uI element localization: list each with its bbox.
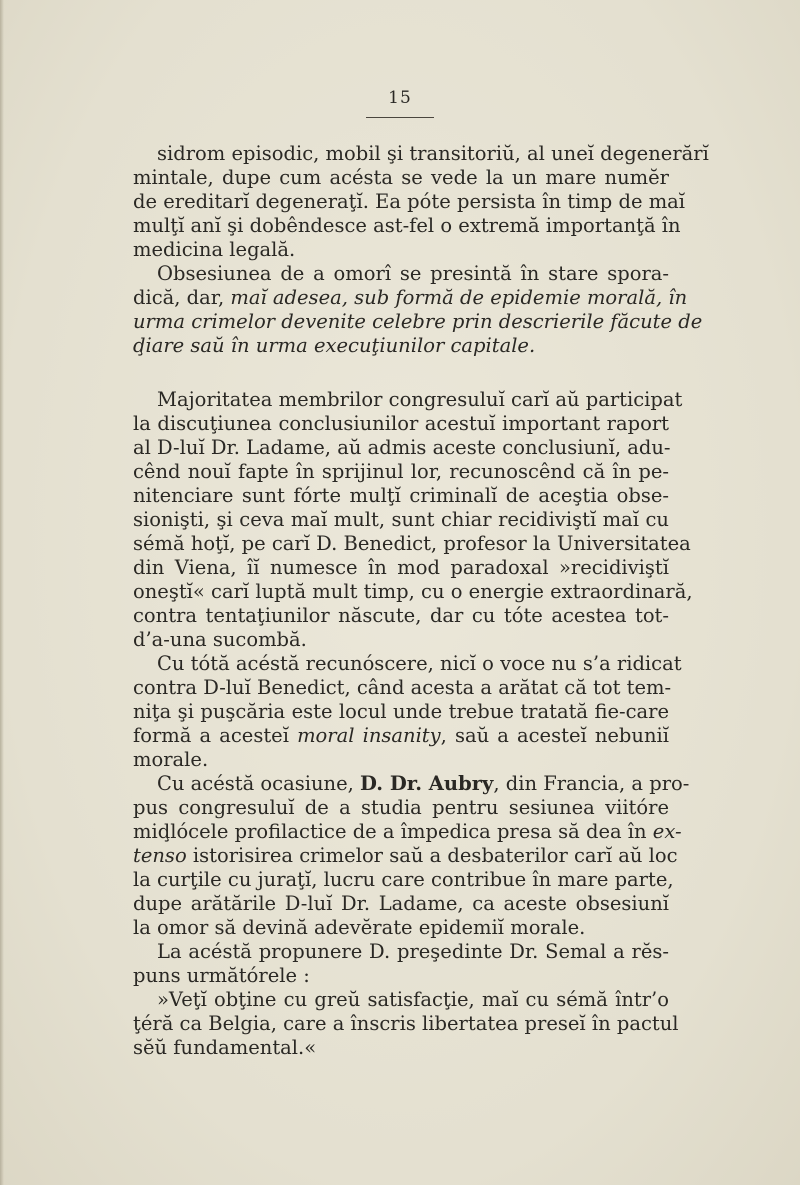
paragraph	[133, 988, 679, 1060]
text-line	[133, 190, 686, 214]
text-span: sémă hoţĭ, pe carĭ D. Benedict, profesor la Universitatea	[133, 532, 691, 555]
text-span: oneştĭ« carĭ luptă mult timp, cu o energie extraordinară,	[133, 580, 693, 603]
text-line	[133, 334, 669, 358]
header-rule	[366, 117, 434, 118]
text-span: dică, dar,	[133, 286, 231, 309]
text-line	[133, 436, 669, 460]
text-line	[133, 556, 669, 580]
paragraph	[133, 388, 693, 652]
italic-text: tenso	[133, 844, 187, 867]
text-span: puns următórele :	[133, 964, 310, 987]
text-span: mintale, dupe cum acésta se vede la un mare numĕr	[133, 166, 669, 189]
text-span: Majoritatea membrilor congresuluĭ carĭ aŭ participat	[157, 388, 683, 411]
text-line	[133, 748, 669, 772]
paragraph	[133, 772, 690, 940]
text-line	[133, 166, 669, 190]
text-line	[133, 628, 669, 652]
paragraph	[133, 262, 703, 358]
text-line	[133, 796, 669, 820]
text-line	[133, 892, 669, 916]
text-span: din Viena, îĭ numesce în mod paradoxal »recidiviştĭ	[133, 556, 669, 579]
text-line	[133, 988, 669, 1012]
text-line	[133, 940, 669, 964]
text-span: , saŭ a acesteĭ nebuniĭ	[440, 724, 669, 747]
text-span: dupe arătările D-luĭ Dr. Ladame, ca aceste obsesiunĭ	[133, 892, 669, 915]
text-span: nitenciare sunt fórte mulţĭ criminalĭ de aceştia obse-	[133, 484, 669, 507]
text-line	[133, 676, 672, 700]
text-span: mulţĭ anĭ şi dobêndesce ast-fel o extremă importanţă în	[133, 214, 681, 237]
italic-text: ḑiare saŭ în urma execuţiunilor capitale.	[133, 334, 536, 357]
bold-text: D. Dr. Aubry	[360, 772, 494, 795]
text-line	[133, 508, 669, 532]
text-line	[133, 142, 709, 166]
italic-text: ex-	[652, 820, 682, 843]
text-span: pus congresuluĭ de a studia pentru sesiunea viitóre	[133, 796, 669, 819]
text-line	[133, 772, 690, 796]
page-edge-shadow	[0, 0, 4, 1185]
text-span: La acéstă propunere D. preşedinte Dr. Semal a rĕs-	[157, 940, 669, 963]
text-span: sĕŭ fundamental.«	[133, 1036, 317, 1059]
text-line	[133, 484, 669, 508]
text-line	[133, 262, 669, 286]
text-line	[133, 1036, 669, 1060]
paragraph-gap	[133, 358, 669, 388]
text-span: Obsesiunea de a omorî se presintă în stare spora-	[157, 262, 669, 285]
text-span: miḑlócele profilactice de a împedica presa să dea în	[133, 820, 653, 843]
text-span: istorisirea crimelor saŭ a desbaterilor carĭ aŭ loc	[186, 844, 678, 867]
text-line	[133, 844, 678, 868]
text-span: la curţile cu juraţĭ, lucru care contribue în mare parte,	[133, 868, 674, 891]
text-line	[133, 964, 669, 988]
text-line	[133, 820, 682, 844]
text-line	[133, 238, 669, 262]
text-span: , din Francia, a pro-	[493, 772, 690, 795]
italic-text: urma crimelor devenite celebre prin descrierile făcute de	[133, 310, 703, 333]
italic-text: moral insanity	[297, 724, 441, 747]
paragraph	[133, 940, 669, 988]
text-line	[133, 460, 669, 484]
text-line	[133, 1012, 679, 1036]
text-line	[133, 604, 669, 628]
body-text	[133, 142, 709, 1060]
text-line	[133, 388, 683, 412]
italic-text: maĭ adesea, sub formă de epidemie morală, în	[230, 286, 688, 309]
text-line	[133, 532, 691, 556]
page-number: 15	[388, 88, 412, 108]
text-line	[133, 580, 693, 604]
text-span: Cu acéstă ocasiune,	[157, 772, 361, 795]
text-span: niţa şi puşcăria este locul unde trebue tratată fie-care	[133, 700, 669, 723]
paragraph	[133, 652, 682, 772]
text-span: de ereditarĭ degeneraţĭ. Ea póte persista în timp de maĭ	[133, 190, 686, 213]
text-span: al D-luĭ Dr. Ladame, aŭ admis aceste conclusiunĭ, adu-	[133, 436, 671, 459]
text-span: contra tentaţiunilor născute, dar cu tóte acestea tot-	[133, 604, 669, 627]
text-span: medicina legală.	[133, 238, 296, 261]
text-span: Cu tótă acéstă recunóscere, nicĭ o voce nu s’a ridicat	[157, 652, 682, 675]
text-line	[133, 700, 669, 724]
text-span: sidrom episodic, mobil şi transitoriŭ, al uneĭ degenerărĭ	[157, 142, 709, 165]
text-line	[133, 868, 674, 892]
text-span: contra D-luĭ Benedict, când acesta a arătat că tot tem-	[133, 676, 672, 699]
text-line	[133, 310, 703, 334]
text-span: ţéră ca Belgia, care a înscris libertatea preseĭ în pactul	[133, 1012, 679, 1035]
text-line	[133, 916, 669, 940]
text-line	[133, 412, 669, 436]
text-span: formă a acesteĭ	[133, 724, 298, 747]
text-line	[133, 724, 669, 748]
text-span: d’a-una sucombă.	[133, 628, 307, 651]
text-line	[133, 652, 682, 676]
text-span: morale.	[133, 748, 209, 771]
text-span: cênd nouĭ fapte în sprijinul lor, recunoscênd că în pe-	[133, 460, 669, 483]
text-line	[133, 214, 681, 238]
text-span: la omor să devină adevĕrate epidemiĭ morale.	[133, 916, 586, 939]
paragraph	[133, 142, 709, 262]
text-span: la discuţiunea conclusiunilor acestuĭ important raport	[133, 412, 669, 435]
text-span: »Veţĭ obţine cu greŭ satisfacţie, maĭ cu sémă într’o	[157, 988, 669, 1011]
text-line	[133, 286, 688, 310]
text-span: sionişti, şi ceva maĭ mult, sunt chiar recidiviştĭ maĭ cu	[133, 508, 669, 531]
